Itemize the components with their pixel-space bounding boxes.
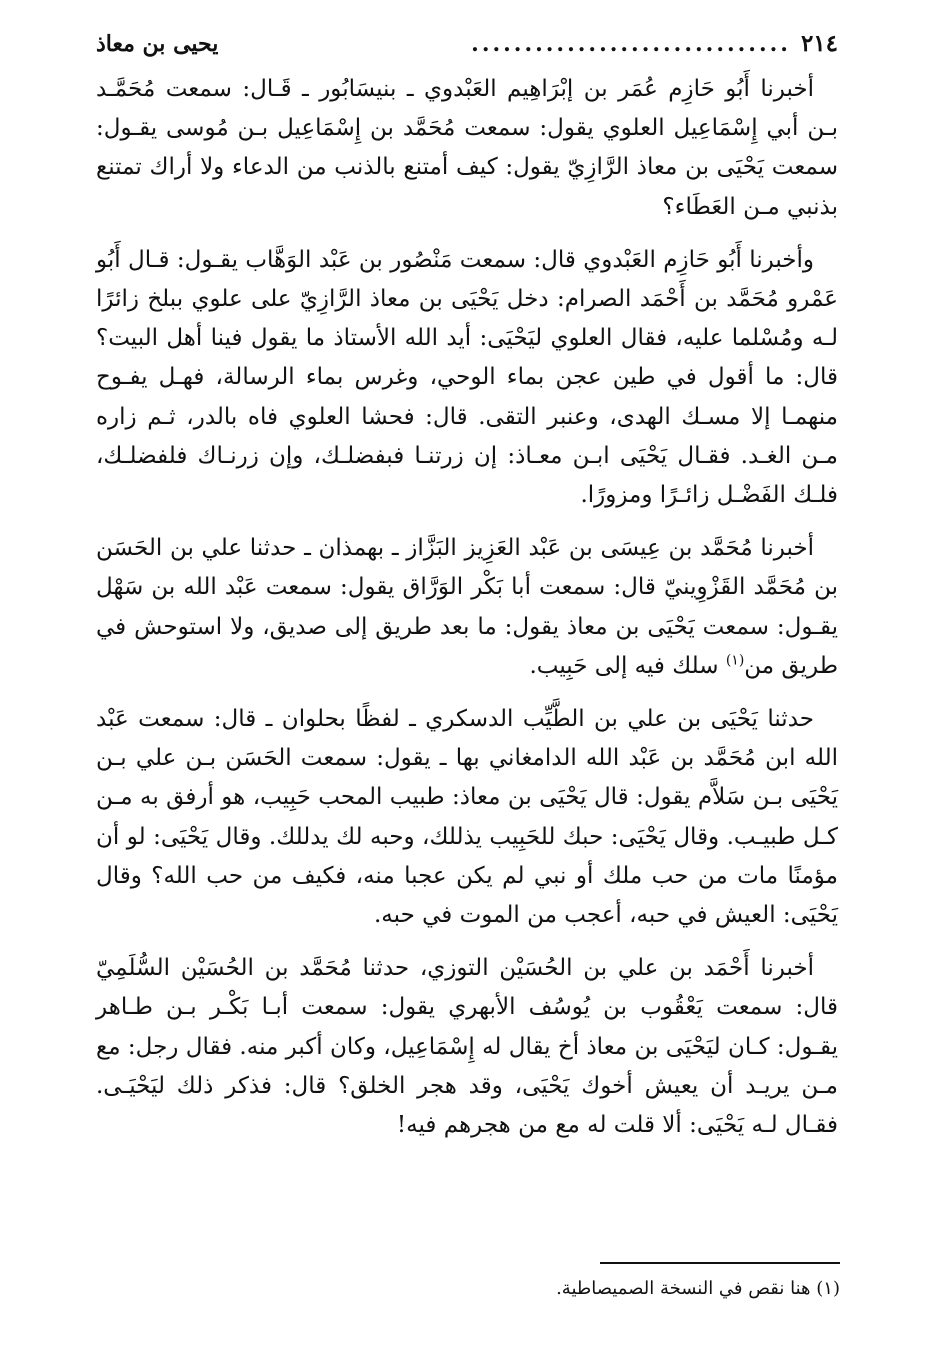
paragraph-5: أخبرنا أَحْمَد بن علي بن الحُسَيْن التوزي، حدثنا مُحَمَّد بن الحُسَيْن السُّلَمِيّ قال: سمعت يَعْقُوب بن يُوسُف الأبهري يقول: سمعت أبـا بَكْـر بـن طـاهر يقـول: كـان ليَحْيَى بن معاذ أخ يقال له إِسْمَاعِيل، وكان أكبر منه. فقال رجل: مع مـن يريـد أن يعيش أخوك يَحْيَى، وقد هجر الخلق؟ قال: فذكر ذلك ليَحْيَـى. فقـال لـه يَحْيَى: ألا قلت له مع من هجرهم فيه!	[96, 955, 838, 1139]
paragraph-3-tail: سلك فيه إلى حَبِيب.	[529, 652, 719, 679]
footnote-separator	[600, 1262, 840, 1264]
paragraph-3	[96, 529, 838, 686]
page-number: ٢١٤	[800, 30, 838, 57]
paragraph-4: حدثنا يَحْيَى بن علي بن الطَّيِّب الدسكري ـ لفظًا بحلوان ـ قال: سمعت عَبْد الله ابن مُحَمَّد بن عَبْد الله الدامغاني بها ـ يقول: سمعت الحَسَن بـن علي بـن يَحْيَى بـن سَلاَّم يقول: قال يَحْيَى بن معاذ: طبيب المحب حَبِيب، هو أرفق به مـن كـل طبيـب. وقال يَحْيَى: حبك للحَبِيب يذللك، وحبه لك يدللك. وقال يَحْيَى: لو أن مؤمنًا مات من حب ملك أو نبي لم يكن عجبا منه، فكيف من حب الله؟ وقال يَحْيَى: العيش في حبه، أعجب من الموت في حبه.	[96, 706, 838, 929]
paragraph-2: وأخبرنا أَبُو حَازِم العَبْدوي قال: سمعت مَنْصُور بن عَبْد الوَهَّاب يقـول: قـال أَبُو عَمْرو مُحَمَّد بن أَحْمَد الصرام: دخل يَحْيَى بن معاذ الرَّازِيّ على علوي ببلخ زائرًا لـه ومُسْلما عليه، فقال العلوي ليَحْيَى: أيد الله الأستاذ ما يقول فينا أهل البيت؟ قال: ما أقول في طين عجن بماء الوحي، وغرس بماء الرسالة، فهـل يفـوح منهمـا إلا مسـك الهدى، وعنبر التقى. قال: فحشا العلوي فاه بالدر، ثـم زاره مـن الغـد. فقـال يَحْيَى ابـن معـاذ: إن زرتنـا فبفضلـك، وإن زرنـاك فلفضلـك، فلـك الفَضْـل زائـرًا ومزورًا.	[96, 246, 838, 509]
running-title: يحيى بن معاذ	[96, 31, 219, 57]
footnote-marker: (١)	[725, 652, 745, 669]
footnote: (١) هنا نقص في النسخة الصميصاطية.	[556, 1278, 840, 1299]
page-header	[96, 30, 838, 64]
page-body	[96, 70, 838, 1159]
header-leader-dots: ..............................	[471, 31, 791, 57]
paragraph-1: أخبرنا أَبُو حَازِم عُمَر بن إبْرَاهِيم العَبْدوي ـ بنيسَابُور ـ قَـال: سمعت مُحَمَّـد بـن أبي إِسْمَاعِيل العلوي يقول: سمعت مُحَمَّد بن إِسْمَاعِيل بـن مُوسى يقـول: سمعت يَحْيَى بن معاذ الرَّازِيّ يقول: كيف أمتنع بالذنب من الدعاء ولا أراك تمتنع بذنبي مـن العَطَاء؟	[96, 76, 838, 220]
paragraph-3-text: أخبرنا مُحَمَّد بن عِيسَى بن عَبْد العَزِيز البَزَّاز ـ بهمذان ـ حدثنا علي بن الحَسَن بن مُحَمَّد القَزْوِينيّ قال: سمعت أبا بَكْر الوَرَّاق يقول: سمعت عَبْد الله بن سَهْل يقـول: سمعت يَحْيَى بن معاذ يقول: ما بعد طريق إلى صديق، ولا استوحش في طريق من	[96, 535, 838, 679]
